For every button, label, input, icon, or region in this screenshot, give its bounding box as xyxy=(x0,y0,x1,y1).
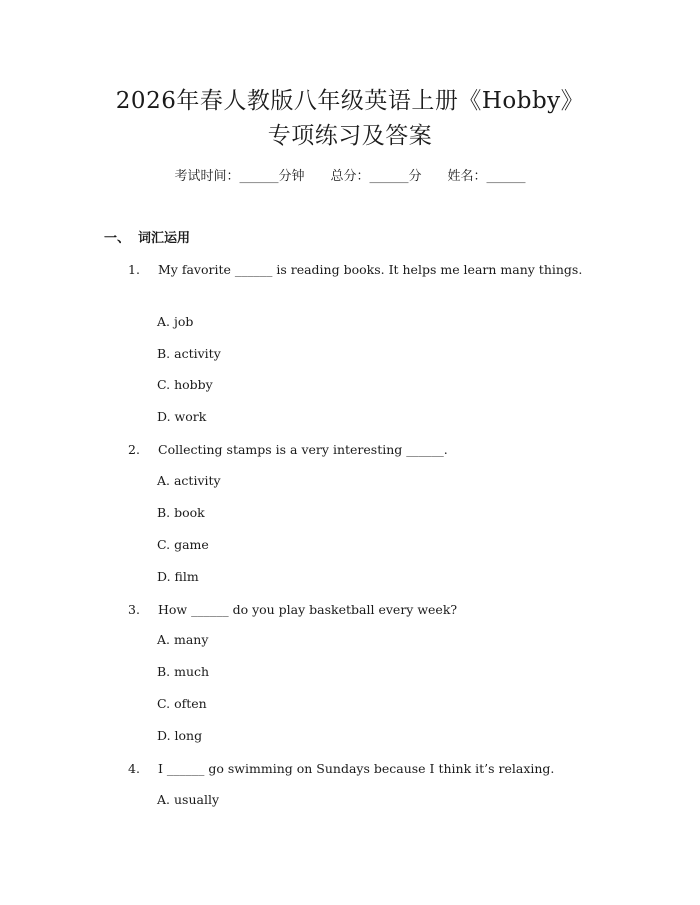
option-item: C. game xyxy=(157,537,209,552)
question-number: 3. xyxy=(128,602,140,617)
option-item: D. film xyxy=(157,569,199,584)
option-item: D. work xyxy=(157,409,207,424)
question-2 xyxy=(104,439,584,460)
question-4 xyxy=(104,758,584,779)
option-item: B. activity xyxy=(157,346,221,361)
option-item: D. long xyxy=(157,728,203,743)
document-title-line-1: 2026年春人教版八年级英语上册《Hobby》 xyxy=(115,88,585,114)
question-number: 4. xyxy=(128,761,140,776)
question-text: How ______ do you play basketball every week? xyxy=(158,602,458,617)
option-item: C. hobby xyxy=(157,377,213,392)
section-number: 一、 xyxy=(104,231,131,246)
exam-time-label: 考试时间：______分钟 xyxy=(174,169,305,184)
question-text: Collecting stamps is a very interesting ______. xyxy=(158,442,448,457)
option-item: A. job xyxy=(157,314,194,329)
question-number: 1. xyxy=(128,262,140,277)
exam-score-label: 总分：______分 xyxy=(330,169,422,184)
question-1 xyxy=(104,259,584,280)
exam-meta xyxy=(0,168,700,186)
section-heading xyxy=(104,230,190,248)
option-item: A. activity xyxy=(157,473,221,488)
exam-name-label: 姓名：______ xyxy=(447,169,526,184)
option-item: C. often xyxy=(157,696,207,711)
option-item: B. much xyxy=(157,664,210,679)
document-title-line-2: 专项练习及答案 xyxy=(267,123,433,149)
option-item: B. book xyxy=(157,505,205,520)
question-number: 2. xyxy=(128,442,140,457)
option-item: A. many xyxy=(157,632,209,647)
question-text: I ______ go swimming on Sundays because I think it’s relaxing. xyxy=(158,761,555,776)
question-text: My favorite ______ is reading books. It helps me learn many things. xyxy=(158,262,583,277)
option-item: A. usually xyxy=(157,792,219,807)
question-3 xyxy=(104,599,584,620)
section-title: 词汇运用 xyxy=(138,231,191,246)
